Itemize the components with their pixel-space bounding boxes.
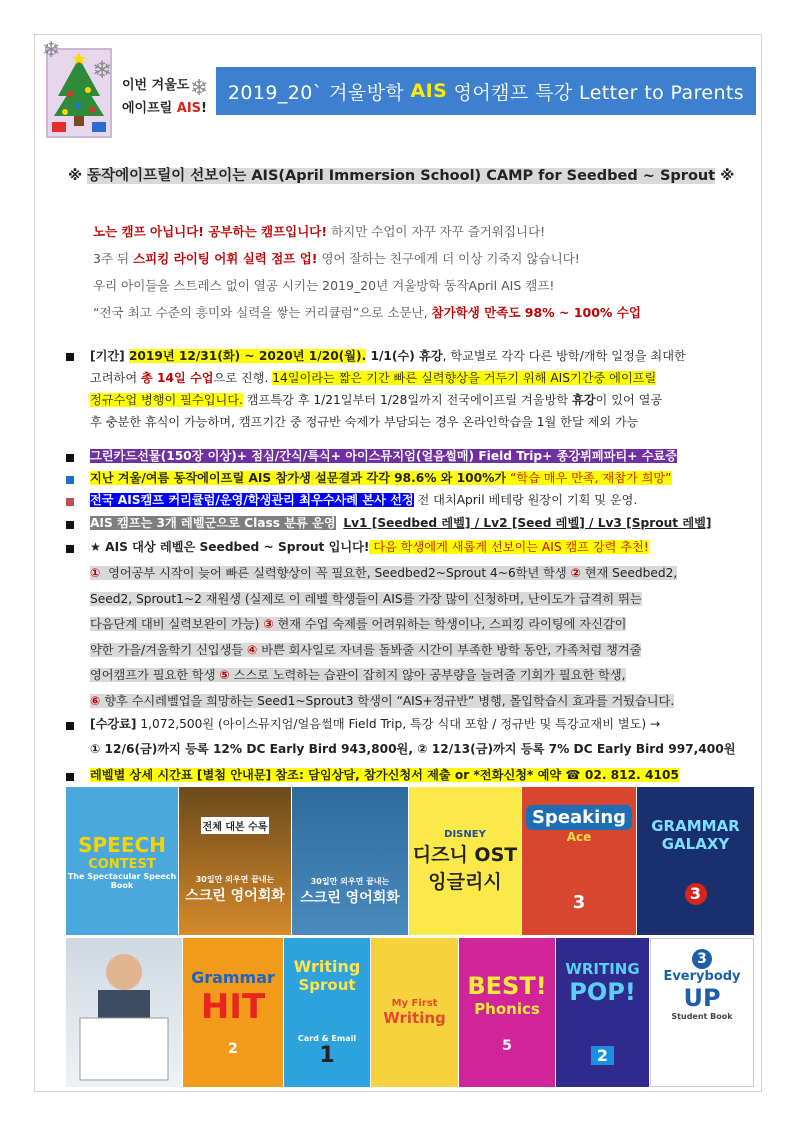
book-cover-grammar-hit	[183, 938, 283, 1087]
logo-line-1: 이번 겨울도	[122, 78, 190, 93]
benefits-line	[90, 445, 677, 467]
book-badge: 전체 대본 수록	[201, 817, 270, 834]
book-title: Writing	[293, 957, 361, 976]
contact-line	[90, 764, 679, 786]
book-caption: 30일만 외우면 끝내는	[310, 876, 390, 886]
logo-accent: AIS	[176, 101, 202, 116]
book-cover-writing-pop	[556, 938, 649, 1087]
number-icon: ②	[570, 566, 581, 580]
book-subtitle: Phonics	[474, 999, 540, 1018]
snowflake-icon: ❄	[42, 38, 61, 63]
book-title: Speaking	[526, 805, 632, 830]
book-volume: 3	[572, 892, 586, 913]
book-subtitle: 잉글리시	[428, 870, 502, 893]
contact-text: 레벨별 상세 시간표 [별첨 안내문] 참조: 담임상담, 참가신청서 제출 or *전화신청* 예약 ☎ 02. 812. 4105	[90, 768, 679, 782]
book-cover-grammar-galaxy	[637, 787, 754, 935]
bullet-icon	[66, 353, 74, 361]
book-cover-speech-contest	[66, 787, 178, 935]
book-volume: 5	[502, 1037, 512, 1054]
number-icon: ①	[90, 566, 101, 580]
intro-line-1-accent: 노는 캠프 아닙니다! 공부하는 캠프입니다!	[93, 224, 328, 239]
intro-line-3: 우리 아이들을 스트레스 없이 열공 시키는 2019_20년 겨울방학 동작April AIS 캠프!	[93, 278, 555, 293]
award-note: 전 대치April 베테랑 원장이 기획 및 운영.	[413, 493, 638, 507]
period-text: 캠프특강 후 1/21일부터 1/28일까지 전국에이프릴 겨울방학	[242, 393, 572, 407]
student-photo	[66, 938, 182, 1087]
intro-line-1: 하지만 수업이 자꾸 자꾸 즐거워집니다!	[327, 224, 546, 239]
reference-mark: ※	[715, 168, 735, 184]
survey-text: 지난 겨울/여름 동작에이프릴 AIS 참가생 설문결과 각각 98.6% 와 100%가	[90, 471, 507, 485]
target-item: 다음단계 대비 실력보완이 가능)	[90, 617, 260, 631]
target-item: 바쁜 회사일로 자녀를 돌봐줄 시간이 부족한 방학 동안, 가족처럼 챙겨줄	[261, 642, 642, 657]
book-title: 스크린 영어회화	[185, 888, 285, 904]
book-subtitle: Sprout	[298, 976, 356, 994]
period-highlight: 정규수업 병행이 필수입니다.	[90, 393, 243, 407]
period-holiday: 1/1(수) 휴강	[366, 349, 443, 363]
book-cover-my-first-writing	[371, 938, 458, 1087]
bullet-icon	[66, 498, 74, 506]
number-icon: ⑥	[90, 693, 101, 708]
levels-text: AIS 캠프는 3개 레벨군으로 Class 분류 운영	[90, 516, 336, 530]
survey-quote: “학습 매우 만족, 재참가 희망”	[506, 471, 672, 485]
target-list	[90, 561, 677, 714]
book-subtitle: GALAXY	[661, 835, 730, 853]
bullet-icon	[66, 773, 74, 781]
title-part-1: 2019_20` 겨울방학	[227, 81, 411, 104]
intro-line-2: 3주 뒤	[93, 251, 134, 266]
period-highlight: 14일이라는 짧은 기간 빠른 실력향상을 거두기 위해 AIS기간중 에이프릴	[272, 371, 657, 385]
target-item: 향후 수시레벨업을 희망하는 Seed1~Sprout3 학생이 “AIS+정규반” 병행, 몰입학습시 효과를 거뒀습니다.	[104, 693, 675, 708]
period-label: [기간]	[90, 349, 129, 363]
period-days: 총 14일 수업	[140, 371, 214, 385]
book-title: BEST!	[467, 971, 547, 1000]
headline	[68, 164, 734, 185]
target-heading	[90, 536, 649, 558]
survey-line	[90, 467, 672, 489]
target-item: Seed2, Sprout1~2 재원생 (실제로 이 레벨 학생들이 AIS를 가장 많이 신청하며, 난이도가 급격히 뛰는	[90, 591, 642, 606]
snowflake-icon: ❄	[190, 76, 209, 101]
book-title: Grammar	[191, 968, 275, 987]
book-caption: Student Book	[671, 1012, 733, 1021]
fee-section	[90, 712, 736, 762]
logo-line-2: 에이프릴	[122, 101, 177, 116]
bullet-icon	[66, 545, 74, 553]
book-subtitle: CONTEST	[88, 856, 156, 872]
book-caption: The Spectacular Speech Book	[67, 871, 177, 890]
book-cover-disney-ost	[409, 787, 521, 935]
book-title: 디즈니 OST	[412, 843, 518, 866]
book-caption: Card & Email	[297, 1034, 357, 1043]
book-caption: 30일만 외우면 끝내는	[195, 875, 275, 884]
reference-mark: ※	[68, 168, 88, 184]
target-item: 현재 Seedbed2,	[584, 566, 678, 580]
target-recommend: 다음 학생에게 새롭게 선보이는 AIS 캠프 강력 추천!	[369, 540, 649, 554]
book-cover-speaking-ace	[522, 787, 636, 935]
fee-label: [수강료]	[90, 717, 137, 731]
book-title: GRAMMAR	[651, 817, 740, 835]
title-part-2: 영어캠프 특강 Letter to Parents	[447, 81, 745, 104]
book-cover-writing-sprout	[284, 938, 370, 1087]
title-accent: AIS	[410, 80, 448, 102]
book-gallery	[66, 787, 754, 1087]
early-bird-text: ① 12/6(금)까지 등록 12% DC Early Bird 943,800원, ② 12/13(금)까지 등록 7% DC Early Bird 997,400원	[90, 742, 736, 756]
book-title: Everybody	[663, 969, 741, 984]
bullet-icon	[66, 722, 74, 730]
benefits-text: 그린카드선물(150장 이상)+ 점심/간식/특식+ 아이스뮤지엄(얼음썰매) Field Trip+ 종강뷔페파티+ 수료증	[90, 449, 678, 463]
snowflake-icon: ❄	[92, 56, 113, 84]
book-title: 스크린 영어회화	[300, 889, 400, 906]
intro-block	[93, 218, 641, 326]
book-caption: My First	[391, 998, 438, 1009]
period-text: 고려하여	[90, 371, 141, 385]
book-cover-best-phonics	[459, 938, 555, 1087]
period-section	[90, 345, 686, 433]
book-subtitle: HIT	[200, 987, 266, 1027]
book-subtitle: UP	[683, 984, 721, 1012]
book-volume: 1	[319, 1043, 335, 1068]
book-volume: 2	[591, 1046, 614, 1065]
number-icon: ⑤	[219, 668, 230, 682]
logo-text	[122, 74, 207, 120]
book-volume: 3	[692, 949, 712, 969]
book-title: SPEECH	[78, 832, 166, 857]
intro-line-2-accent: 스피킹 라이팅 어휘 실력 점프 업!	[133, 251, 318, 266]
period-break: 휴강	[572, 393, 596, 407]
headline-text: 동작에이프릴이 선보이는 AIS(April Immersion School) CAMP for Seedbed ~ Sprout	[87, 168, 716, 184]
period-dates: 2019년 12/31(화) ~ 2020년 1/20(월).	[128, 349, 367, 363]
book-volume: 2	[228, 1041, 238, 1057]
bullet-icon	[66, 454, 74, 462]
bullet-icon	[66, 521, 74, 529]
award-text: 전국 AIS캠프 커리큘럼/운영/학생관리 최우수사례 본사 선정	[90, 493, 414, 507]
levels-list: Lv1 [Seedbed 레벨] / Lv2 [Seed 레벨] / Lv3 [Sprout 레벨]	[343, 516, 712, 530]
target-level: ★ AIS 대상 레벨은 Seedbed ~ Sprout 입니다!	[90, 540, 370, 554]
intro-line-2-rest: 영어 잘하는 친구에게 더 이상 기죽지 않습니다!	[317, 251, 580, 266]
book-subtitle: POP!	[569, 978, 636, 1006]
fee-text: 1,072,500원 (아이스뮤지엄/얼음썰매 Field Trip, 특강 식대 포함 / 정규반 및 특강교재비 별도) →	[136, 717, 661, 731]
number-icon: ④	[247, 642, 258, 657]
bullet-icon	[66, 476, 74, 484]
intro-line-4: “전국 최고 수준의 흥미와 실력을 쌓는 커리큘럼”으로 소문난,	[93, 305, 432, 320]
book-caption: DISNEY	[444, 828, 486, 840]
target-item: 약한 가을/겨울학기 신입생들	[90, 642, 244, 657]
period-text: 이 있어 열공	[595, 393, 663, 407]
period-text: 으로 진행.	[213, 371, 273, 385]
book-cover-everybody-up	[650, 938, 754, 1087]
book-volume: 3	[685, 883, 707, 905]
logo-line-2-suffix: !	[201, 101, 207, 116]
levels-line	[90, 512, 711, 534]
target-item: 스스로 노력하는 습관이 잡히지 않아 공부량을 늘려줄 기회가 필요한 학생,	[233, 668, 626, 682]
award-line	[90, 489, 637, 511]
period-text: 후 충분한 휴식이 가능하며, 캠프기간 중 정규반 숙제가 부담되는 경우 온라인학습을 1월 한달 제외 가능	[90, 415, 639, 429]
title-banner	[216, 67, 756, 115]
target-item: 영어공부 시작이 늦어 빠른 실력향상이 꼭 필요한, Seedbed2~Sprout 4~6학년 학생	[108, 566, 567, 580]
number-icon: ③	[263, 617, 274, 631]
target-item: 영어캠프가 필요한 학생	[90, 668, 216, 682]
book-title: WRITING	[565, 960, 640, 978]
period-text: , 학교별로 각각 다른 방학/개학 일정을 최대한	[442, 349, 686, 363]
logo	[42, 38, 210, 138]
book-cover-screen-english-2	[292, 787, 408, 935]
book-title: Writing	[383, 1009, 446, 1027]
target-item: 현재 수업 숙제를 어려워하는 학생이나, 스피킹 라이팅에 자신감이	[277, 617, 627, 631]
book-subtitle: Ace	[566, 830, 592, 844]
book-cover-screen-english-1	[179, 787, 291, 935]
intro-line-4-accent: 참가학생 만족도 98% ~ 100% 수업	[431, 305, 641, 320]
